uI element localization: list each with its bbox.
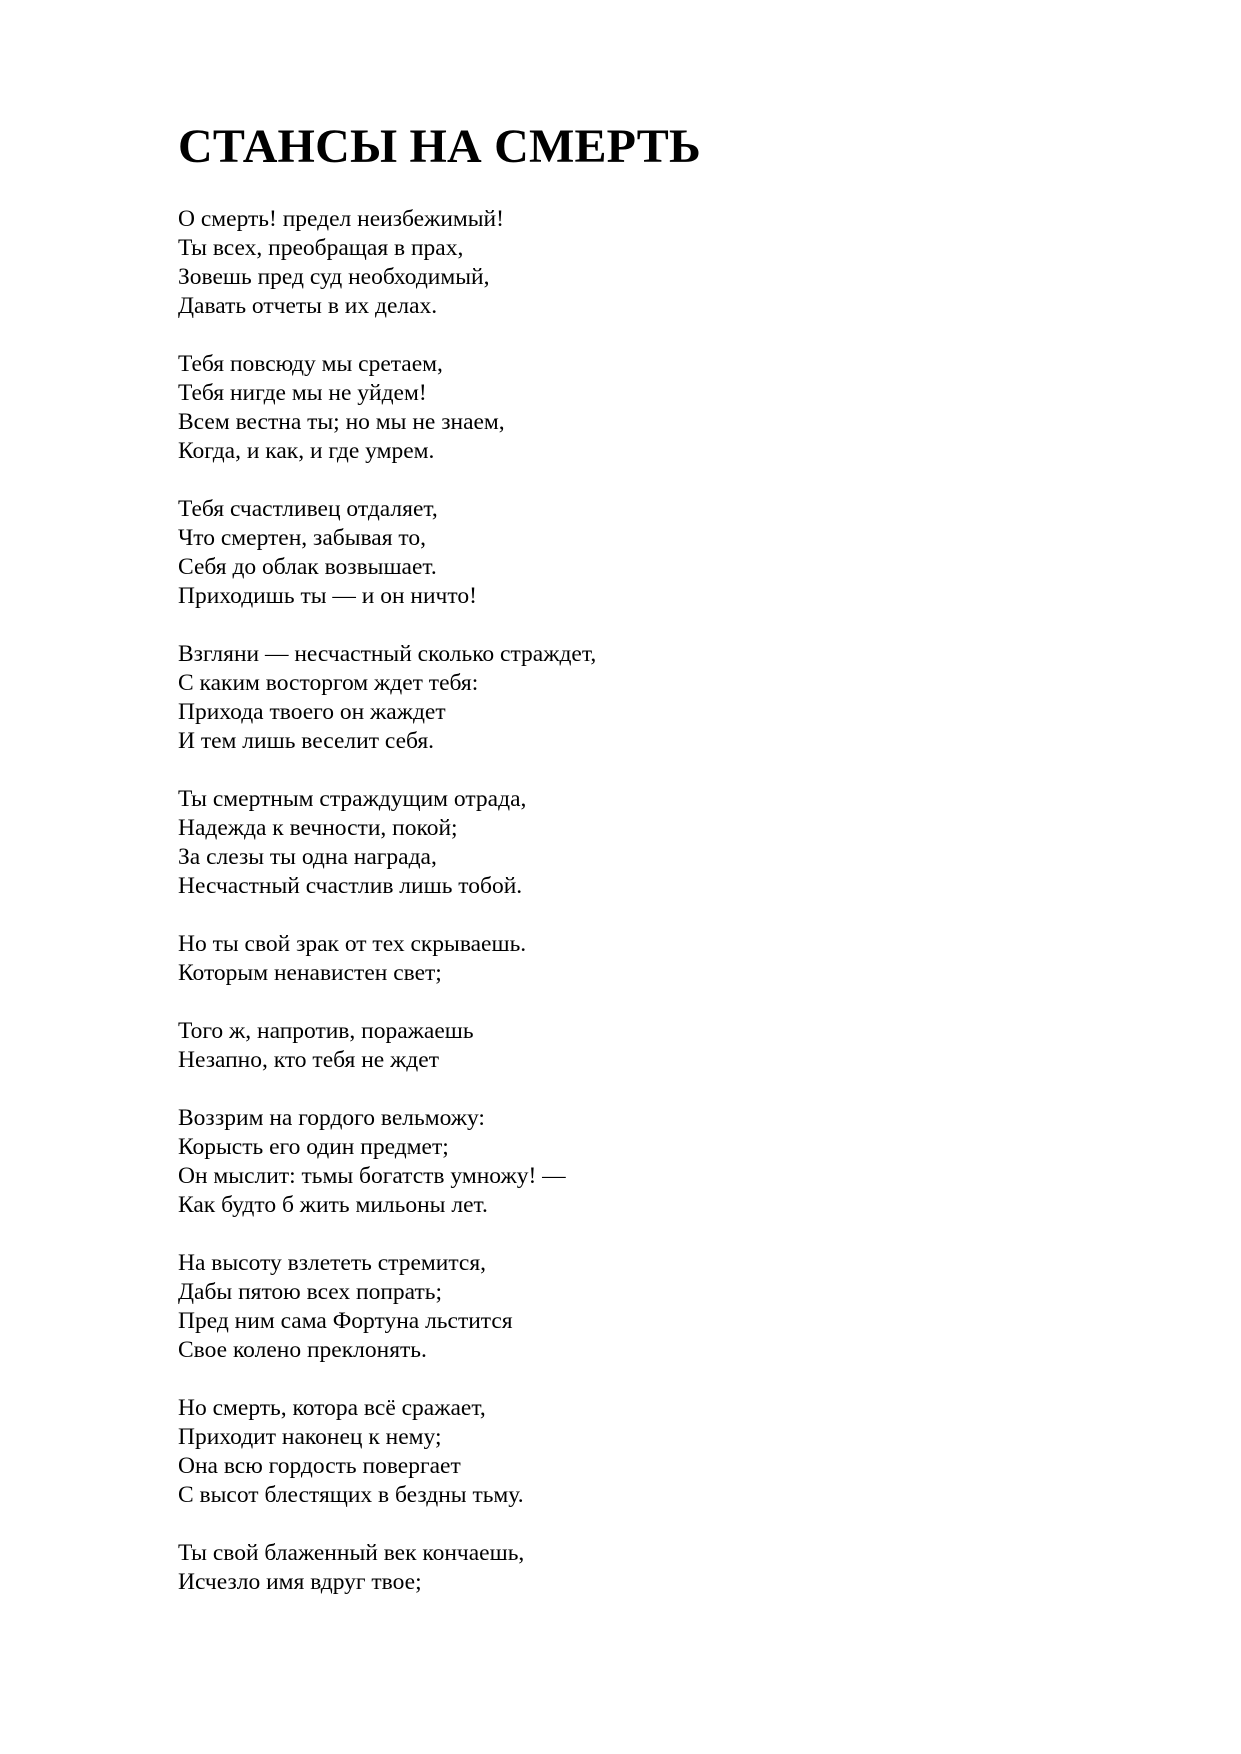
poem-line: О смерть! предел неизбежимый! bbox=[178, 206, 504, 232]
stanza bbox=[178, 640, 596, 756]
poem-line: Ты свой блаженный век кончаешь, bbox=[178, 1540, 525, 1566]
poem-line: Что смертен, забывая то, bbox=[178, 525, 427, 551]
poem-line: Когда, и как, и где умрем. bbox=[178, 438, 435, 464]
poem-line: С каким восторгом ждет тебя: bbox=[178, 670, 479, 696]
poem-line: Воззрим на гордого вельможу: bbox=[178, 1105, 485, 1131]
poem-line: Тебя нигде мы не уйдем! bbox=[178, 380, 427, 406]
poem-line: Тебя счастливец отдаляет, bbox=[178, 496, 438, 522]
poem-line: Как будто б жить мильоны лет. bbox=[178, 1192, 488, 1218]
poem-line: За слезы ты одна награда, bbox=[178, 844, 437, 870]
poem-line: Взгляни — несчастный сколько страждет, bbox=[178, 641, 597, 667]
poem-line: Приходишь ты — и он ничто! bbox=[178, 583, 477, 609]
poem-line: Зовешь пред суд необходимый, bbox=[178, 264, 490, 290]
poem-line: Того ж, напротив, поражаешь bbox=[178, 1018, 474, 1044]
poem-line: Но ты свой зрак от тех скрываешь. bbox=[178, 931, 527, 957]
poem-line: Свое колено преклонять. bbox=[178, 1337, 427, 1363]
stanza bbox=[178, 495, 596, 611]
stanza bbox=[178, 1394, 596, 1510]
poem-line: Давать отчеты в их делах. bbox=[178, 293, 438, 319]
stanza bbox=[178, 930, 596, 988]
stanza bbox=[178, 785, 596, 901]
poem-line: Дабы пятою всех попрать; bbox=[178, 1279, 443, 1305]
poem-line: Ты смертным страждущим отрада, bbox=[178, 786, 527, 812]
poem-line: Приходит наконец к нему; bbox=[178, 1424, 442, 1450]
stanza bbox=[178, 1104, 596, 1220]
poem-line: Всем вестна ты; но мы не знаем, bbox=[178, 409, 505, 435]
stanza bbox=[178, 1539, 596, 1597]
stanza bbox=[178, 1249, 596, 1365]
poem-line: Надежда к вечности, покой; bbox=[178, 815, 458, 841]
poem-line: Незапно, кто тебя не ждет bbox=[178, 1047, 439, 1073]
poem-line: Пред ним сама Фортуна льстится bbox=[178, 1308, 513, 1334]
poem-line: Но смерть, котора всё сражает, bbox=[178, 1395, 486, 1421]
poem-line: Которым ненавистен свет; bbox=[178, 960, 442, 986]
poem-line: Ты всех, преобращая в прах, bbox=[178, 235, 464, 261]
stanza bbox=[178, 1017, 596, 1075]
poem-line: С высот блестящих в бездны тьму. bbox=[178, 1482, 524, 1508]
poem-title: СТАНСЫ НА СМЕРТЬ bbox=[178, 120, 701, 173]
poem-line: Он мыслит: тьмы богатств умножу! — bbox=[178, 1163, 566, 1189]
poem-line: Корысть его один предмет; bbox=[178, 1134, 449, 1160]
poem-line: И тем лишь веселит себя. bbox=[178, 728, 435, 754]
poem-line: На высоту взлететь стремится, bbox=[178, 1250, 487, 1276]
poem-line: Несчастный счастлив лишь тобой. bbox=[178, 873, 523, 899]
poem-line: Тебя повсюду мы сретаем, bbox=[178, 351, 443, 377]
poem-line: Исчезло имя вдруг твое; bbox=[178, 1569, 422, 1595]
stanza bbox=[178, 205, 596, 321]
poem-body bbox=[178, 205, 596, 1626]
stanza bbox=[178, 350, 596, 466]
poem-line: Она всю гордость повергает bbox=[178, 1453, 461, 1479]
poem-line: Прихода твоего он жаждет bbox=[178, 699, 446, 725]
poem-line: Себя до облак возвышает. bbox=[178, 554, 437, 580]
